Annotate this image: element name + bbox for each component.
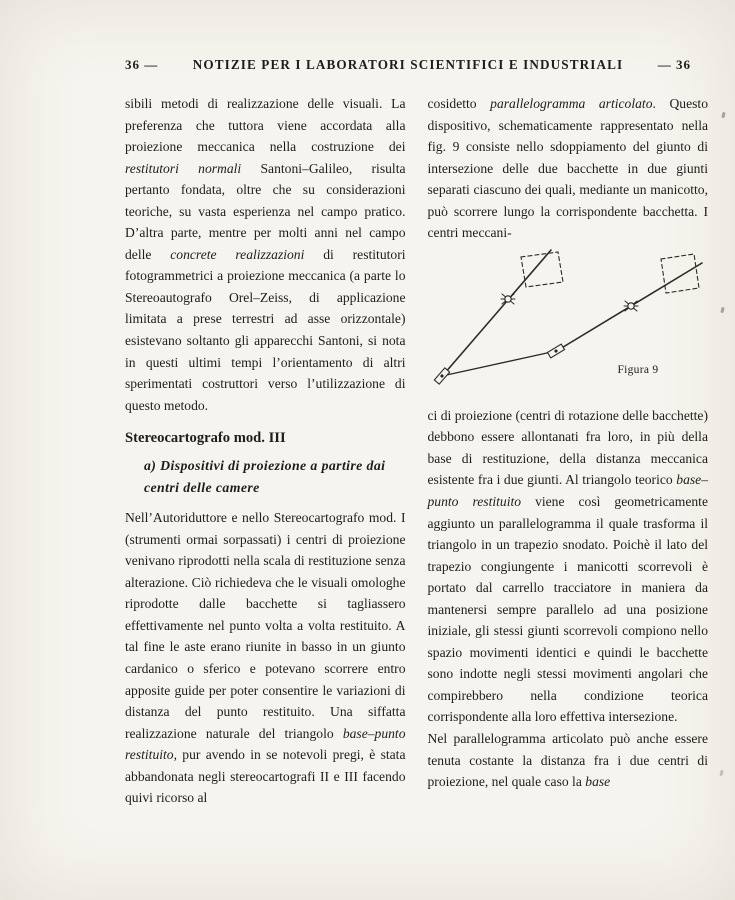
italic-term: restitutori normali bbox=[125, 160, 242, 176]
pivot-right bbox=[624, 301, 638, 311]
figure-caption: Figura 9 bbox=[617, 364, 659, 377]
photo-plate-right bbox=[661, 254, 699, 293]
italic-term: base–punto restituito bbox=[427, 472, 708, 510]
text-run: Santoni–Galileo, risulta pertanto fondata, oltre che su considerazioni teoriche, su vasta esperienza nel campo pratico. D’altra parte, mentre per molti anni nel campo delle bbox=[125, 160, 406, 262]
text-run: Nell’Autoriduttore e nello Stereocartografo mod. I (strumenti ormai sorpassati) i centri di proiezione venivano riprodotti nella scala di restituzione senza alterazione. Ciò richiedeva che le visuali omologhe riprodotte dalle bacchette si tagliassero effettivamente nel punto volta a volta restituito. A tal fine le aste erano riunite in basso in un giunto cardanico o sferico e potevano scorrere entro apposite guide per poter consentire le variazioni di distanza del punto restituito. Una siffatta realizzazione naturale del triangolo bbox=[125, 510, 406, 741]
parallelogram-linkage-diagram bbox=[428, 249, 709, 395]
link-bar bbox=[442, 351, 556, 376]
sleeve-joint-left bbox=[434, 368, 449, 384]
section-subheading: a) Dispositivi di proiezione a partire dai centri delle camere bbox=[144, 458, 386, 495]
text-run: di restitutori fotogrammetrici a proiezione meccanica (a parte lo Stereoautografo Orel–Zeiss, di applicazione limitata a prese terrestri ad asse orizzontale) esistevano soltanto gli apparecchi Santoni, si nota in questi ultimi tempi l’orientamento di altri sperimentati costruttori verso l’utilizzazione di questo metodo. bbox=[125, 246, 406, 413]
text-run: , pur avendo in se notevoli pregi, è stata abbandonata negli stereocartografi II e III facendo quivi ricorso al bbox=[125, 747, 406, 806]
text-run: ci di proiezione (centri di rotazione delle bacchette) debbono essere allontanati fra loro, in più della base di restituzione, della distanza meccanica esistente fra i due giunti. Al triangolo teorico bbox=[427, 407, 708, 488]
rod-right bbox=[550, 263, 702, 355]
paragraph bbox=[125, 93, 406, 416]
paragraph bbox=[428, 728, 709, 793]
page-number-left: 36 — bbox=[125, 57, 159, 72]
figure-9 bbox=[428, 249, 709, 395]
sleeve-joint-right bbox=[547, 344, 564, 358]
page-header bbox=[125, 57, 691, 73]
italic-term: base–punto restituito bbox=[125, 725, 406, 763]
scan-speck bbox=[720, 307, 724, 314]
page-number-right: — 36 bbox=[657, 57, 691, 72]
text-run: sibili metodi di realizzazione delle visuali. La preferenza che tuttora viene accordata alla proiezione meccanica nella costruzione dei bbox=[125, 96, 406, 155]
text-run: . Questo dispositivo, schematicamente rappresentato nella fig. 9 consiste nello sdoppiamento del giunto di intersezione delle due bacchette in due giunti separati ciascuno dei quali, mediante un manicotto, può scorrere lungo la corrispondente bacchetta. I centri meccani- bbox=[427, 96, 708, 241]
scan-speck bbox=[721, 112, 725, 119]
left-column bbox=[125, 93, 406, 809]
paragraph bbox=[428, 93, 709, 244]
rod-left bbox=[438, 250, 551, 381]
italic-term: parallelogramma articolato bbox=[490, 96, 653, 111]
text-run: viene così geometricamente aggiunto un parallelogramma il quale trasforma il triangolo in un trapezio snodato. Poichè il lato del trapezio congiungente i manicotti scorrevoli è portato dal carrello tracciatore in maniera da mantenersi sempre parallelo ad una posizione iniziale, gli stessi giunti scorrevoli compiono nello spazio movimenti identici e quindi le bacchette sono indotte negli stessi movimenti angolari che compirebbero nella condizione teorica corrispondente alla loro effettiva intersezione. bbox=[427, 494, 708, 725]
italic-term: base bbox=[585, 774, 611, 790]
photo-plate-left bbox=[521, 252, 563, 287]
right-column bbox=[428, 93, 709, 809]
paragraph bbox=[428, 405, 709, 728]
pivot-left bbox=[501, 294, 515, 304]
text-run: cosidetto bbox=[427, 96, 491, 111]
running-title: NOTIZIE PER I LABORATORI SCIENTIFICI E INDUSTRIALI bbox=[192, 57, 624, 72]
two-column-body bbox=[125, 93, 708, 809]
italic-term: concrete realizzazioni bbox=[170, 246, 305, 262]
paragraph bbox=[125, 507, 406, 809]
scan-speck bbox=[719, 770, 723, 777]
text-run: Nel parallelogramma articolato può anche essere tenuta costante la distanza fra i due centri di proiezione, nel quale caso la bbox=[427, 731, 708, 790]
section-heading: Stereocartografo mod. III bbox=[125, 430, 286, 447]
